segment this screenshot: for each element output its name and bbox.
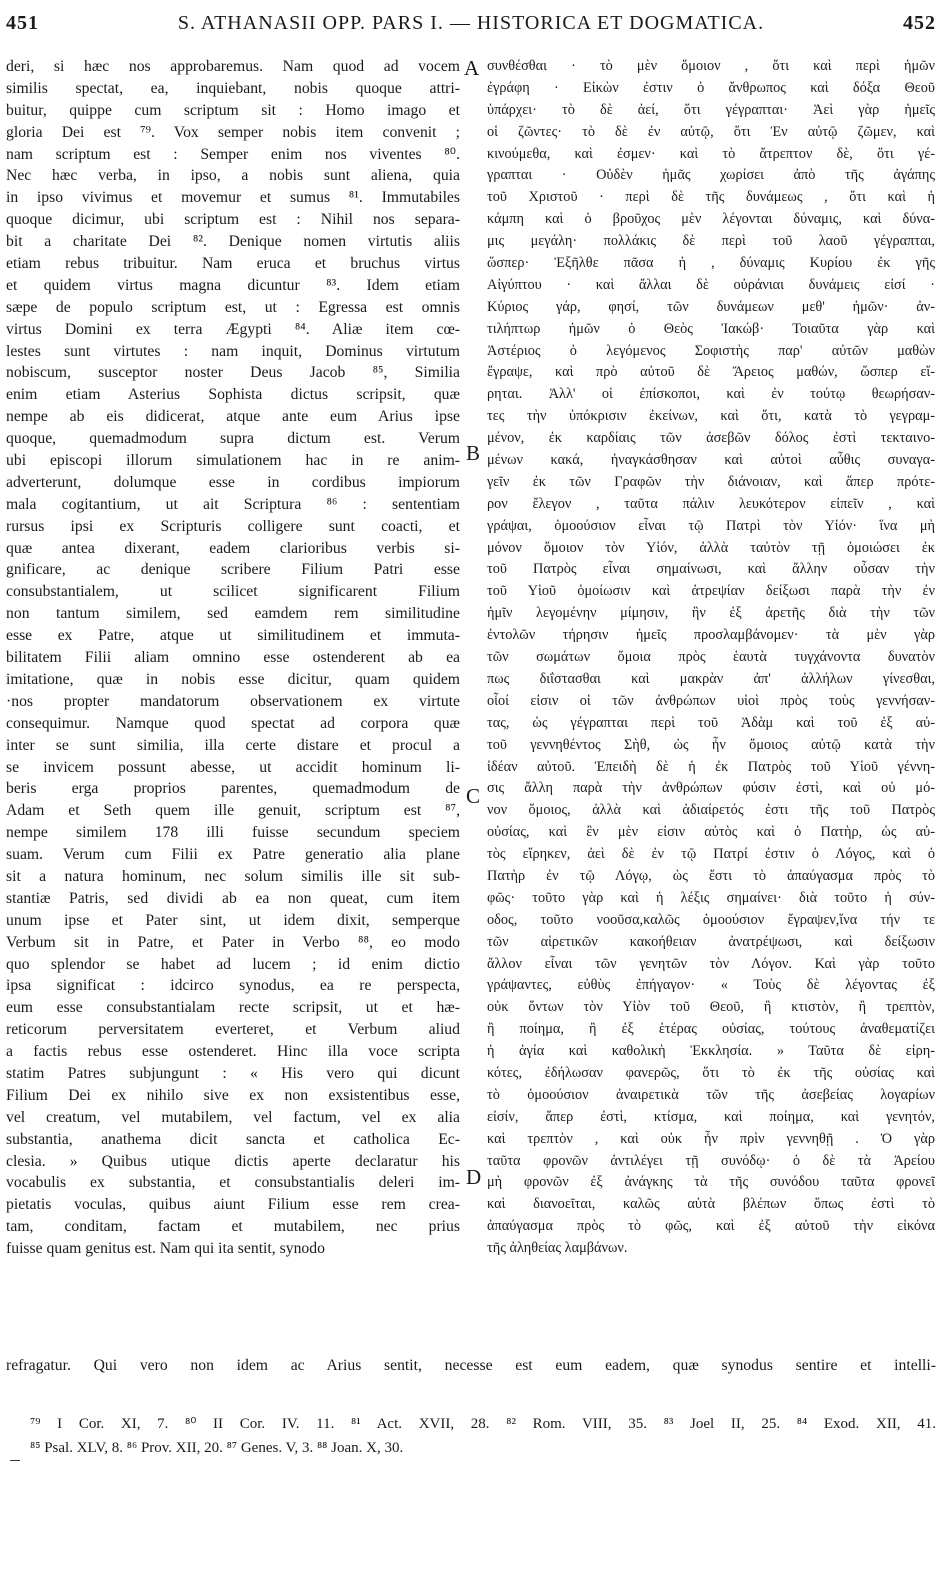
latin-text-line: substantia, anathema dicit sancta et catholica Ec-: [6, 1130, 460, 1148]
greek-text-line: οὐκ ὄντων τὸν Υἱὸν τοῦ Θεοῦ, ἢ κτιστὸν, ἢ τρεπτὸν,: [487, 999, 935, 1016]
latin-text-line: imitatione, quæ in nobis esse dicitur, quam quidem: [6, 670, 460, 688]
latin-text-line: unum ipse et Pater sint, ut idem dixit, semperque: [6, 911, 460, 929]
greek-text-line: μένων κακά, ἠναγκάσθησαν καὶ αὐτοὶ αὖθις συναγα-: [487, 452, 935, 469]
latin-text-line: quoque, quemadmodum supra dictum est. Verum: [6, 430, 460, 448]
greek-text-line: Αἰγύπτου · καὶ ἄλλαι δὲ οὐράνιαι δυνάμεις εἰσί ·: [487, 276, 935, 293]
latin-text-line: esse ex Patre, atque ut similitudinem et immuta-: [6, 627, 460, 645]
latin-text-line: fuisse quam genitus est. Nam qui ita sentit, synodo: [6, 1240, 325, 1258]
footnote-rule: [10, 1460, 20, 1461]
latin-text-line: mala cogitantium, ut ait Scriptura ⁸⁶ : sententiam: [6, 495, 460, 513]
latin-text-line: Adam et Seth quem ille genuit, scriptum est ⁸⁷,: [6, 802, 460, 820]
margin-marker-b: B: [466, 441, 481, 465]
greek-text-line: σις ἄλλη παρὰ τὴν ἀνθρώπων φύσιν ἐστὶ, καὶ οὐ μό-: [487, 780, 935, 797]
greek-text-line: γραπται · Οὐδὲν ἡμᾶς χωρίσει ἀπὸ τῆς ἀγάπης: [487, 167, 935, 184]
greek-text-line: εἰσίν, ἅπερ ἐστὶ, κτίσμα, καὶ ποίημα, καὶ γενητόν,: [487, 1108, 935, 1125]
latin-column: [6, 56, 460, 1260]
greek-text-line: φῶς· τοῦτο γὰρ καὶ ἡ λέξις σημαίνει· διὰ τοῦτο ἡ σύν-: [487, 889, 935, 906]
page-number-left: 451: [6, 12, 39, 34]
latin-text-line: buitur, quippe cum scriptum sit : Homo imago et: [6, 101, 460, 119]
latin-text-line: non tantum similem, sed eamdem rem similitudine: [6, 605, 460, 623]
greek-text-line: γράψαι, ὁμοούσιον εἶναι τῷ Πατρὶ τὸν Υἱόν· ἵνα μὴ: [487, 517, 935, 534]
greek-text-line: μόνον ὅμοιον τὸν Υἱόν, ἀλλὰ ταὐτὸν τῇ ὁμοιώσει ἐκ: [487, 539, 935, 556]
latin-text-line: beris erga proprios parentes, quemadmodum de: [6, 780, 460, 798]
greek-text-line: ἐγράφη · Εἰκὼν ἐστιν ὁ ἄνθρωπος καὶ δόξα Θεοῦ: [487, 79, 935, 96]
latin-text-line: sæpe de populo scriptum est, ut : Egressa est omnis: [6, 298, 460, 316]
greek-text-line: Πατὴρ ἐν τῷ Λόγῳ, ὡς ἔστι τὸ ἀπαύγασμα πρὸς τὸ: [487, 867, 935, 884]
latin-text-line: quæ antea dixerant, eadem clarioribus verbis si-: [6, 539, 460, 557]
latin-text-line: tam, conditam, factam et mutabilem, nec prius: [6, 1218, 460, 1236]
greek-text-line: μις μεγάλη· πολλάκις δὲ περὶ τοῦ λαοῦ γέγραπται,: [487, 233, 935, 250]
latin-text-line: quo splendor se habet ad lucem ; id enim dictio: [6, 955, 460, 973]
greek-text-line: κάμπη καὶ ὁ βροῦχος μὲν λέγονται δύναμις, καὶ δύνα-: [487, 211, 935, 228]
latin-text-line: ubi episcopi illorum simulationem hac in re anim-: [6, 452, 460, 470]
greek-column: [487, 56, 935, 1260]
margin-marker-c: C: [466, 784, 481, 808]
greek-text-line: Κύριος γάρ, φησί, τῶν δυνάμεων μεθ' ἡμῶν· ἀν-: [487, 298, 935, 315]
latin-text-line: bilitatem Filii aliam omnino esse ostenderent ab ea: [6, 649, 460, 667]
latin-text-line: nempe similem 178 illi fuisse secundum speciem: [6, 824, 460, 842]
greek-text-line: οδος, τοῦτο νοοῦσα,καλῶς ὁμοούσιον ἔγραψεν,ἵνα τήν τε: [487, 911, 935, 928]
greek-text-line: καὶ διανοεῖται, καλῶς αὐτὰ βλέπων ὅπως ἐστὶ τὸ: [487, 1196, 935, 1213]
latin-text-line: quoque dicimur, ubi scriptum est : Nihil nos separa-: [6, 211, 460, 229]
page-number-right: 452: [903, 12, 936, 34]
greek-text-line: τῶν αἱρετικῶν κακοήθειαν ἀνατρέψωσι, καὶ δείξωσιν: [487, 933, 935, 950]
latin-text-line: et quidem virtus magna dicuntur ⁸³. Idem etiam: [6, 276, 460, 294]
greek-text-line: καὶ τρεπτὸν , καὶ οὐκ ἦν πρὶν γεννηθῇ . Ὁ γὰρ: [487, 1130, 935, 1147]
footnotes: [30, 1412, 936, 1460]
latin-text-line: adverterunt, dolumque esse in cordibus impiorum: [6, 473, 460, 491]
greek-text-line: κινούμεθα, καὶ ἐσμεν· καὶ τὸ ἄτρεπτον δὲ, ὅτι γέ-: [487, 145, 935, 162]
latin-text-line: consequimur. Namque quod spectat ad corpora quæ: [6, 714, 460, 732]
greek-text-line: τοῦ Χριστοῦ · περὶ δὲ τῆς δυνάμεως , ὅτι καὶ ἡ: [487, 189, 935, 206]
latin-text-line: se invicem possunt abesse, ut accidit hominum li-: [6, 758, 460, 776]
greek-text-line: τες τὴν ὑπόκρισιν ἐκείνων, καὶ ὅτι, κατὰ τὸ γεγραμ-: [487, 408, 935, 425]
greek-text-line: τῶν σωμάτων ὅμοια πρὸς ἑαυτὰ τυγχάνοντα δυνατὸν: [487, 649, 935, 666]
latin-text-line: nobiscum, susceptor noster Deus Jacob ⁸⁵, Similia: [6, 364, 460, 382]
greek-text-line: πως διΐστασθαι καὶ μακρὰν ἀπ' ἀλλήλων γίνεσθαι,: [487, 670, 935, 687]
greek-text-line: οὐσίας, καὶ ἓν μὲν εἰσιν αὐτὸς καὶ ὁ Πατὴρ, ὡς αὐ-: [487, 824, 935, 841]
margin-marker-d: D: [466, 1165, 482, 1189]
latin-text-line: enim etiam Asterius Sophista dictus scripsit, quæ: [6, 386, 460, 404]
greek-text-line: τὸς εἴρηκεν, ἀεὶ δὲ ἐν τῷ Πατρί ἐστιν ὁ Λόγος, καὶ ὁ: [487, 846, 935, 863]
greek-text-line: ἡμῖν λεγομένην μίμησιν, ἣν ἐξ ἀρετῆς διὰ τὴν τῶν: [487, 605, 935, 622]
footnote-line: ⁸⁵ Psal. XLV, 8. ⁸⁶ Prov. XII, 20. ⁸⁷ Genes. V, 3. ⁸⁸ Joan. X, 30.: [30, 1440, 404, 1456]
greek-text-line: ὑπάρχει· τὸ δὲ ἀεί, ὅτι γέγραπται· Ἀεὶ γὰρ ἡμεῖς: [487, 101, 935, 118]
latin-text-line: Filium Dei ex nihilo sive ex non exsistentibus esse,: [6, 1086, 460, 1104]
latin-text-line: pietatis voculas, quibus aiunt Filium esse rem crea-: [6, 1196, 460, 1214]
greek-text-line: γράψαντες, εὐθὺς ἐπήγαγον· « Τοὺς δὲ λέγοντας ἐξ: [487, 977, 935, 994]
latin-text-line: nempe ab eis didicerat, atque ante eum Arius ipse: [6, 408, 460, 426]
greek-text-line: οἱ ζῶντες· τὸ δὲ ἐν αὐτῷ, ὅτι Ἐν αὐτῷ ζῶμεν, καὶ: [487, 123, 935, 140]
latin-text-line: etiam rebus tribuitur. Nam eruca et bruchus virtus: [6, 255, 460, 273]
greek-text-line: οἷοί εἰσιν οἱ τῶν ἀνθρώπων υἱοὶ πρὸς τοὺς γεννήσαν-: [487, 692, 935, 709]
margin-marker-a: A: [464, 56, 480, 80]
latin-text-line: inter se sunt similia, illa certe distare et procul a: [6, 736, 460, 754]
closing-full-width-line: refragatur. Qui vero non idem ac Arius sentit, necesse est eum eadem, quæ synodus sentire et intelli-: [6, 1357, 936, 1374]
greek-text-line: ἐντολῶν τήρησιν ἡμεῖς προσλαμβάνομεν· τὰ μὲν γὰρ: [487, 627, 935, 644]
running-title: S. ATHANASII OPP. PARS I. — HISTORICA ET DOGMATICA.: [177, 12, 765, 34]
greek-text-line: ρηται. Ἀλλ' οἱ ἐπίσκοποι, καὶ ἐν τούτῳ θεωρήσαν-: [487, 386, 935, 403]
latin-text-line: ipsa significat : idcirco synodus, ea re perspecta,: [6, 977, 460, 995]
greek-text-line: ὥσπερ· Ἐξῆλθε πᾶσα ἡ , δύναμις Κυρίου ἐκ γῆς: [487, 255, 935, 272]
greek-text-line: τοῦ Υἱοῦ ὁμοίωσιν καὶ ἀτρεψίαν δείξωσι παρὰ τὴν ἐν: [487, 583, 935, 600]
greek-text-line: ἰδέαν αὐτοῦ. Ἐπειδὴ δὲ ἡ ἐκ Πατρὸς τοῦ Υἱοῦ γέννη-: [487, 758, 935, 775]
greek-text-line: ἔγραψε, καὶ πρὸ αὐτοῦ δὲ Ἄρειος μαθών, ὥσπερ εἴ-: [487, 364, 935, 381]
greek-text-line: γεῖν ἐκ τῶν Γραφῶν τὴν διάνοιαν, καὶ ἅπερ πρότε-: [487, 473, 935, 490]
greek-text-line: τας, ὡς γέγραπται περὶ τοῦ Ἀδὰμ καὶ τοῦ ἐξ αὐ-: [487, 714, 935, 731]
greek-text-line: κότες, ἐδήλωσαν φανερῶς, ὅτι τὸ ἐκ τῆς οὐσίας καὶ: [487, 1064, 935, 1081]
greek-text-line: ρον ἔλεγον , ταῦτα πάλιν λευκότερον εἰπεῖν , καὶ: [487, 495, 935, 512]
footnote-line: ⁷⁹ I Cor. XI, 7. ⁸⁰ II Cor. IV. 11. ⁸¹ Act. XVII, 28. ⁸² Rom. VIII, 35. ⁸³ Joel II, 25. ⁸⁴ Exod. XII, 41.: [30, 1416, 936, 1432]
latin-text-line: bit a charitate Dei ⁸². Denique nomen virtutis aliis: [6, 233, 460, 251]
latin-text-line: deri, si hæc nos approbaremus. Nam quod ad vocem: [6, 58, 460, 75]
greek-text-line: νον ὅμοιος, ἀλλὰ καὶ ἀδιαίρετός ἐστι τῆς τοῦ Πατρὸς: [487, 802, 935, 819]
latin-text-line: in ipso vivimus et movemur et sumus ⁸¹. Immutabiles: [6, 189, 460, 207]
greek-text-line: μένον, ἐκ καρδίαις τῶν ἀσεβῶν δόλος ἐστὶ τεκταινο-: [487, 430, 935, 447]
latin-text-line: rursus ipsi ex Scripturis colligere sunt coacti, et: [6, 517, 460, 535]
greek-text-line: ἢ ποίημα, ἢ ἐξ ἑτέρας οὐσίας, τούτους ἀναθεματίζει: [487, 1021, 935, 1038]
latin-text-line: consubstantialem, ut scilicet significarent Filium: [6, 583, 460, 601]
latin-text-line: similis spectat, ea, inquiebant, nobis quoque attri-: [6, 79, 460, 97]
greek-text-line: ταῦτα φρονῶν ἀντιλέγει τῇ συνόδῳ· ὁ δὲ τὰ Ἀρείου: [487, 1152, 935, 1169]
latin-text-line: sit a natura hominum, nec solum similis ille sit sub-: [6, 867, 460, 885]
latin-text-line: Verbum sit in Patre, et Pater in Verbo ⁸⁸, eo modo: [6, 933, 460, 951]
latin-text-line: gnificare, ac denique scribere Filium Patri esse: [6, 561, 460, 579]
latin-text-line: stantiæ Patris, sed dividi ab ea non queat, cum item: [6, 889, 460, 907]
greek-text-line: τοῦ Πατρὸς εἶναι σημαίνωσι, καὶ ἄλλην οὖσαν τὴν: [487, 561, 935, 578]
latin-text-line: nam scriptum est : Semper enim nos viventes ⁸⁰.: [6, 145, 460, 163]
greek-text-line: μὴ φρονῶν ἐξ ἀνάγκης τὰ τῆς συνόδου ταῦτα φρονεῖ: [487, 1174, 935, 1191]
latin-text-line: eum esse consubstantialam recte scripsit, ut et hæ-: [6, 999, 460, 1017]
greek-text-line: τὸ ὁμοούσιον ἀναιρετικὰ τῶν τῆς ἀσεβείας λογαρίων: [487, 1086, 935, 1103]
latin-text-line: reticorum perversitatem everteret, et Verbum aliud: [6, 1021, 460, 1039]
latin-text-line: Nec hæc verba, in ipso, a nobis sunt aliena, quia: [6, 167, 460, 185]
greek-text-line: ἀπαύγασμα πρὸς τὸ φῶς, καὶ ἐξ αὐτοῦ τὴν εἰκόνα: [487, 1218, 935, 1235]
latin-text-line: clesia. » Quibus utique dictis aperte declaratur his: [6, 1152, 460, 1170]
latin-text-line: vel creatum, vel mutabilem, vel factum, vel ex alia: [6, 1108, 460, 1126]
latin-text-line: vocabulis ex substantia, et consubstantialis deleri im-: [6, 1174, 460, 1192]
greek-text-line: τιλήπτωρ ἡμῶν ὁ Θεὸς Ἰακώβ· Τοιαῦτα γὰρ καὶ: [487, 320, 935, 337]
latin-text-line: suam. Verum cum Filii ex Patre generatio alia plane: [6, 846, 460, 864]
latin-text-line: virtus Domini ex terra Ægypti ⁸⁴. Aliæ item cœ-: [6, 320, 460, 338]
latin-text-line: a factis rebus esse ostenderet. Hinc illa voce scripta: [6, 1043, 460, 1061]
page-header: [6, 12, 936, 42]
greek-text-line: ἡ ἁγία καὶ καθολικὴ Ἐκκλησία. » Ταῦτα δὲ εἰρη-: [487, 1043, 935, 1060]
latin-text-line: lestes sunt virtutes : nam inquit, Dominus virtutum: [6, 342, 460, 360]
greek-text-line: Ἀστέριος ὁ λεγόμενος Σοφιστὴς παρ' αὐτῶν μαθὼν: [487, 342, 935, 359]
greek-text-line: τῆς ἀληθείας λαμβάνων.: [487, 1240, 628, 1257]
greek-text-line: τοῦ γεννηθέντος Σὴθ, ὡς ἦν ὅμοιος αὐτῷ κατὰ τὴν: [487, 736, 935, 753]
greek-text-line: ἄλλον εἶναι τῶν γενητῶν τὸν Λόγον. Καὶ γὰρ τοῦτο: [487, 955, 935, 972]
latin-text-line: ·nos propter mandatorum observationem ex virtute: [6, 692, 460, 710]
greek-text-line: συνθέσθαι · τὸ μὲν ὅμοιον , ὅτι καὶ περὶ ἡμῶν: [487, 58, 935, 74]
latin-text-line: gloria Dei est ⁷⁹. Vox semper nobis item convenit ;: [6, 123, 460, 141]
latin-text-line: statim Patres subjungunt : « His vero qui dicunt: [6, 1064, 460, 1082]
